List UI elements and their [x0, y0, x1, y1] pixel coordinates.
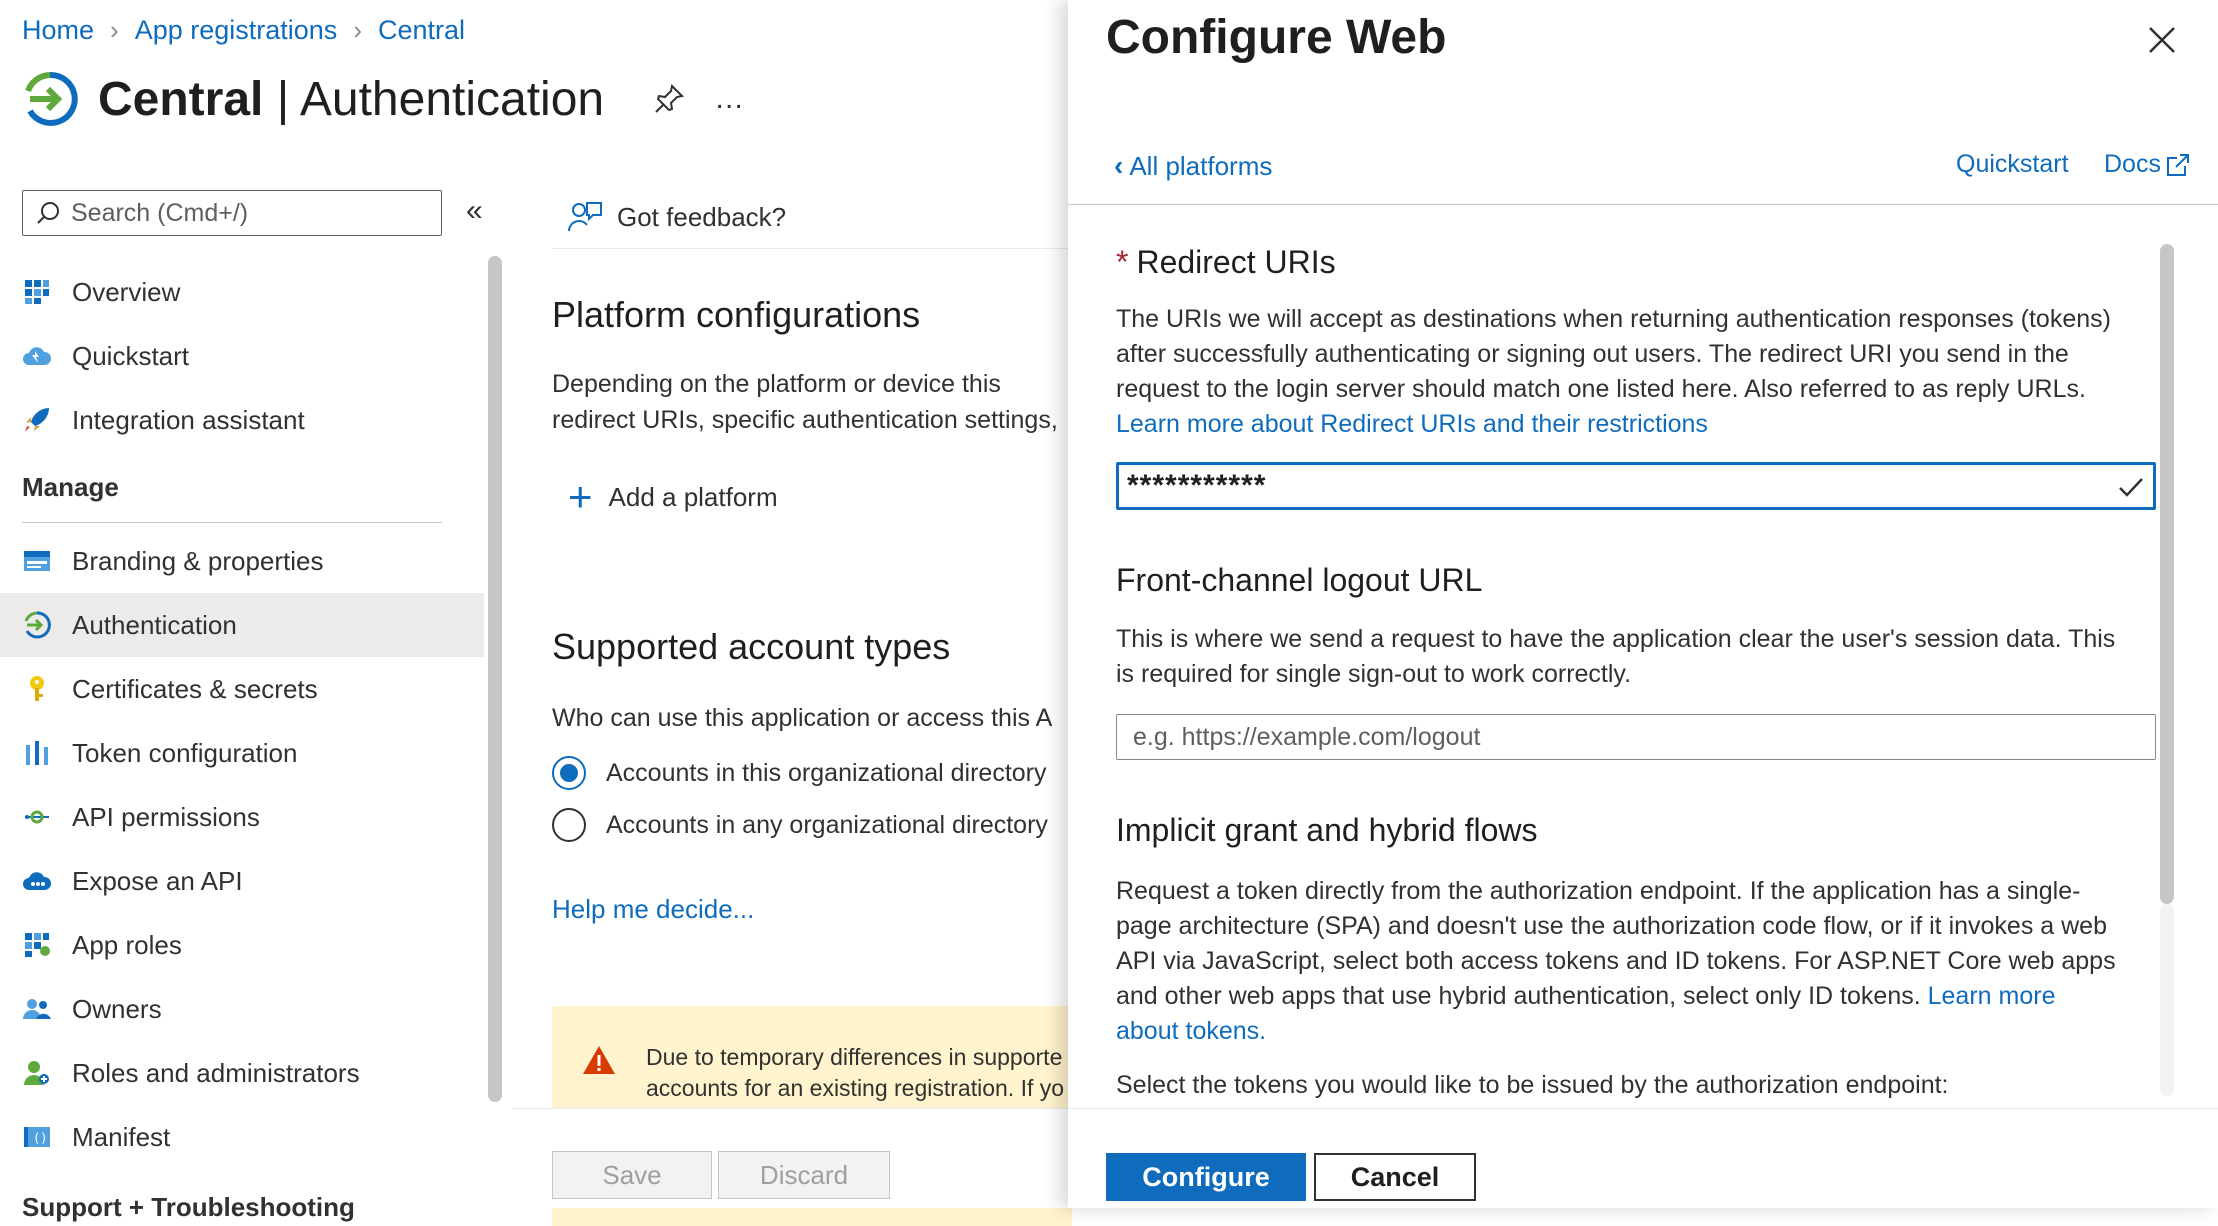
panel-scrollbar-track[interactable] — [2160, 904, 2174, 1096]
sidebar-scrollbar[interactable] — [488, 256, 502, 1102]
breadcrumb-app-registrations[interactable]: App registrations — [134, 14, 338, 45]
feedback-label: Got feedback? — [617, 201, 787, 232]
warning-text: Due to temporary differences in supporte accounts for an existing registration. If yo — [646, 1044, 1065, 1101]
cloud-api-icon — [22, 866, 52, 896]
redirect-uris-description: The URIs we will accept as destinations when returning authentication responses (tokens) after successfully authenticating or signing out users. The redirect URI you send in the request to the login server should match one listed here. Also referred to as reply URLs. Learn more about Redirect URIs and their restrictions — [1116, 305, 2111, 438]
all-platforms-link[interactable]: ‹ All platforms — [1114, 150, 1273, 181]
svg-text:(): () — [33, 1131, 48, 1145]
redirect-uri-input[interactable] — [1116, 462, 2156, 510]
panel-title: Configure Web — [1106, 11, 1447, 64]
overview-grid-icon — [22, 277, 52, 307]
logout-url-input[interactable] — [1116, 714, 2156, 760]
configure-button[interactable]: Configure — [1106, 1153, 1306, 1201]
add-platform-button[interactable] — [568, 473, 778, 520]
authentication-icon — [22, 71, 78, 127]
page-header — [22, 64, 746, 134]
more-options-icon[interactable]: … — [714, 82, 747, 115]
api-permissions-icon — [22, 802, 52, 832]
authentication-icon — [22, 610, 52, 640]
account-option-any-directory[interactable] — [552, 808, 1048, 842]
breadcrumb-central[interactable]: Central — [377, 14, 466, 45]
sidebar-item-label: Overview — [72, 276, 181, 307]
sidebar-item-label: Owners — [72, 993, 162, 1024]
sidebar-item-overview[interactable] — [0, 260, 484, 324]
owners-icon — [22, 994, 52, 1024]
supported-account-types-heading: Supported account types — [552, 626, 951, 667]
sidebar-item-api-permissions[interactable] — [0, 785, 484, 849]
breadcrumb — [22, 12, 465, 48]
sidebar-item-roles-administrators[interactable] — [0, 1041, 484, 1105]
command-bar-bottom — [512, 1108, 1068, 1208]
quickstart-link[interactable]: Quickstart — [1956, 150, 2069, 178]
sidebar-item-branding[interactable] — [0, 529, 484, 593]
search-input[interactable] — [71, 199, 411, 228]
sidebar-item-label: Roles and administrators — [72, 1057, 360, 1088]
manifest-icon — [22, 1122, 52, 1152]
configure-web-panel — [1068, 0, 2218, 1208]
learn-more-tokens-link[interactable]: Learn more — [1927, 982, 2056, 1010]
divider — [1068, 204, 2218, 205]
platform-description-line-1: Depending on the platform or device this — [552, 370, 1001, 398]
redirect-uris-heading: * Redirect URIs — [1116, 244, 1336, 280]
sidebar-item-label: Quickstart — [72, 340, 190, 371]
learn-more-redirect-link[interactable]: Learn more about Redirect URIs and their restrictions — [1116, 410, 1708, 438]
radio-unchecked[interactable] — [552, 808, 586, 842]
divider — [22, 522, 442, 523]
save-button[interactable]: Save — [552, 1151, 712, 1199]
feedback-icon — [567, 199, 603, 235]
nav-section-manage: Manage — [22, 471, 119, 502]
redirect-uri-value: *********** — [1127, 469, 1267, 502]
radio-label: Accounts in any organizational directory — [606, 810, 1048, 839]
cancel-button[interactable]: Cancel — [1314, 1153, 1476, 1201]
token-bars-icon — [22, 738, 52, 768]
search-icon — [35, 200, 61, 226]
sidebar-item-label: Certificates & secrets — [72, 673, 318, 704]
learn-more-tokens-link-continued[interactable]: about tokens. — [1116, 1017, 1267, 1045]
front-channel-logout-description: This is where we send a request to have the application clear the user's session data. This is required for single sign-out to work correctly. — [1116, 625, 2116, 688]
sidebar-item-label: Manifest — [72, 1121, 171, 1152]
key-icon — [22, 674, 52, 704]
panel-scrollbar-thumb[interactable] — [2160, 244, 2174, 904]
plus-icon: + — [568, 473, 593, 520]
page-title: Central | Authentication — [98, 72, 605, 126]
discard-button[interactable]: Discard — [718, 1151, 890, 1199]
chevron-left-icon: ‹ — [1114, 150, 1124, 181]
sidebar-item-label: App roles — [72, 929, 182, 960]
roles-admin-icon — [22, 1058, 52, 1088]
account-option-this-directory[interactable] — [552, 756, 1047, 790]
front-channel-logout-heading: Front-channel logout URL — [1116, 562, 1483, 598]
sidebar-item-expose-api[interactable] — [0, 849, 484, 913]
chevron-right-icon: › — [110, 14, 119, 45]
breadcrumb-home[interactable]: Home — [22, 14, 95, 45]
cloud-quickstart-icon — [22, 341, 52, 371]
sidebar-item-label: Expose an API — [72, 865, 243, 896]
radio-checked[interactable] — [552, 756, 586, 790]
implicit-grant-description: Request a token directly from the authorization endpoint. If the application has a single- page architecture (SPA) and doesn't use the authorization code flow, or if it invokes a web API via JavaScript, select both access tokens and ID tokens. For ASP.NET Core web apps and other web apps that use hybrid authentication, select only ID tokens. Learn more about tokens. — [1116, 877, 2116, 1045]
sidebar-item-token-configuration[interactable] — [0, 721, 484, 785]
sidebar-item-label: Authentication — [72, 609, 237, 640]
add-platform-label: Add a platform — [608, 481, 778, 512]
required-marker: * — [1116, 244, 1129, 280]
divider — [552, 248, 1072, 249]
main-content — [512, 180, 1068, 1208]
sidebar-nav — [0, 260, 484, 1169]
sidebar-item-app-roles[interactable] — [0, 913, 484, 977]
sidebar-item-authentication[interactable] — [0, 593, 484, 657]
sidebar-item-label: Integration assistant — [72, 404, 305, 435]
docs-link[interactable]: Docs — [2104, 150, 2191, 179]
collapse-sidebar-icon[interactable]: « — [466, 194, 483, 227]
sidebar-item-integration-assistant[interactable] — [0, 388, 484, 452]
panel-footer — [1068, 1108, 2218, 1208]
warning-icon — [582, 1044, 616, 1076]
external-link-icon — [2165, 152, 2191, 178]
sidebar-item-label: API permissions — [72, 801, 260, 832]
app-roles-grid-icon — [22, 930, 52, 960]
platform-configurations-heading: Platform configurations — [552, 294, 921, 335]
sidebar-item-manifest[interactable] — [0, 1105, 484, 1169]
implicit-grant-heading: Implicit grant and hybrid flows — [1116, 812, 1538, 848]
sidebar — [0, 180, 484, 1222]
radio-label: Accounts in this organizational directory — [606, 758, 1047, 787]
help-me-decide-link[interactable]: Help me decide... — [552, 894, 755, 924]
token-selection-text: Select the tokens you would like to be issued by the authorization endpoint: — [1116, 1071, 1949, 1099]
feedback-button[interactable] — [567, 192, 786, 242]
platform-description-line-2: redirect URIs, specific authentication settings, — [552, 406, 1058, 434]
chevron-right-icon: › — [353, 14, 362, 45]
sidebar-item-label: Branding & properties — [72, 545, 324, 576]
search-box — [22, 190, 442, 236]
close-icon[interactable] — [2146, 24, 2178, 56]
pin-icon[interactable] — [652, 82, 686, 116]
rocket-icon — [22, 405, 52, 435]
account-question: Who can use this application or access this A — [552, 704, 1053, 732]
sidebar-item-quickstart[interactable] — [0, 324, 484, 388]
branding-icon — [22, 546, 52, 576]
sidebar-item-owners[interactable] — [0, 977, 484, 1041]
nav-section-support: Support + Troubleshooting — [22, 1192, 355, 1222]
checkmark-icon — [2117, 473, 2145, 501]
sidebar-item-label: Token configuration — [72, 737, 298, 768]
sidebar-item-certificates[interactable] — [0, 657, 484, 721]
